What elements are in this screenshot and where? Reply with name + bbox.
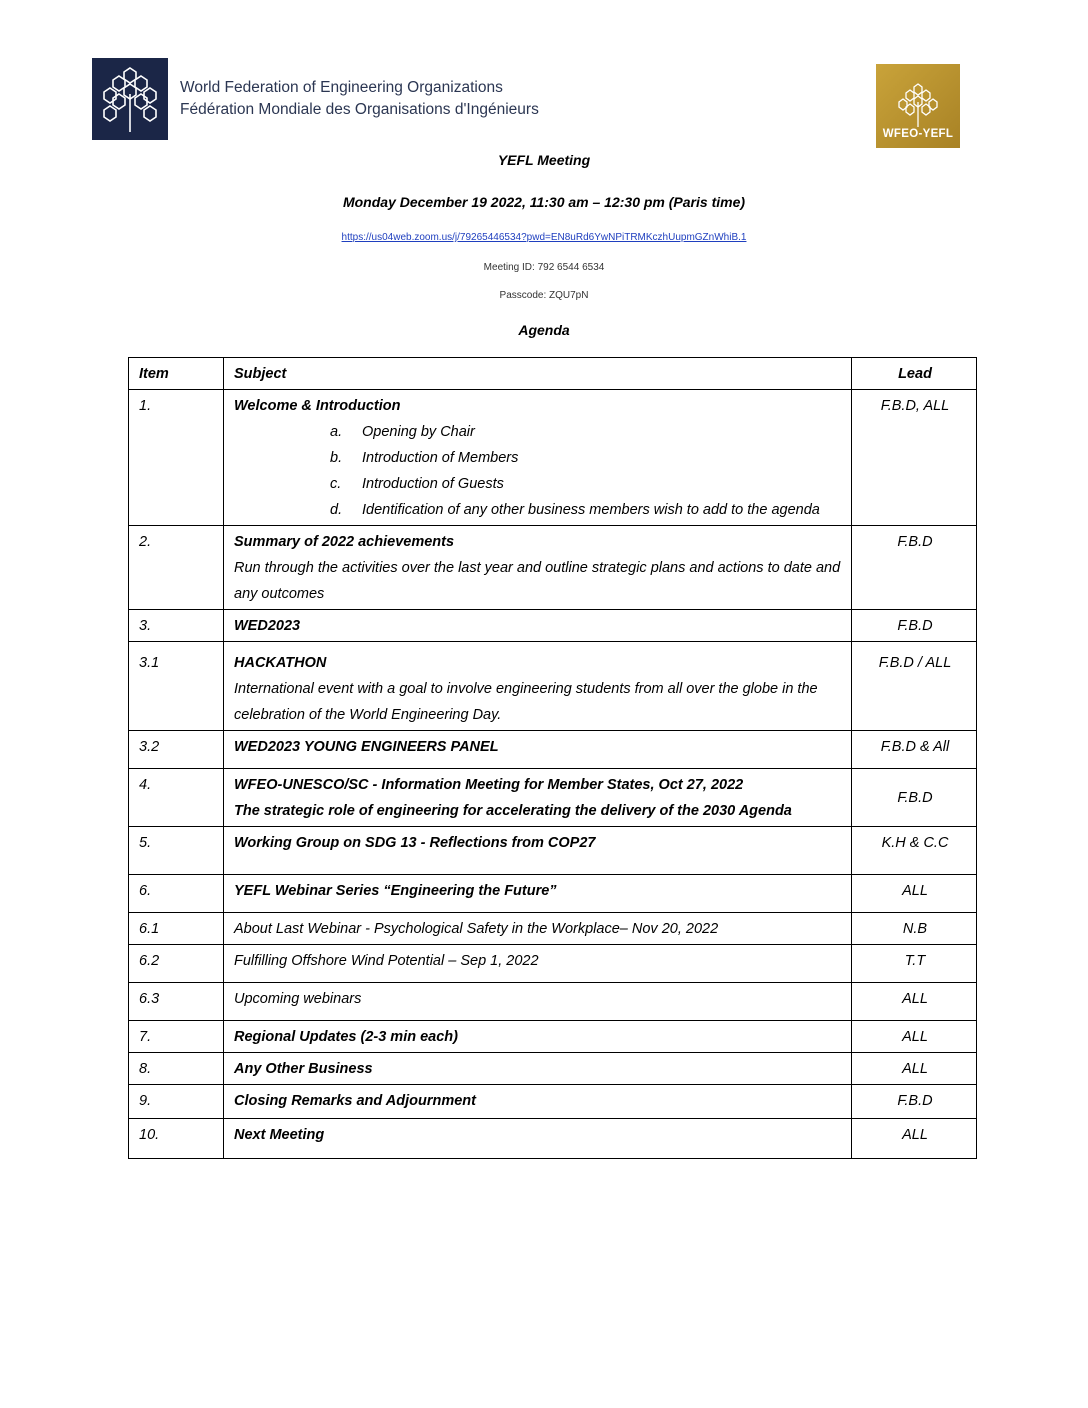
row-lead: F.B.D (852, 769, 977, 827)
row-lead: ALL (852, 983, 977, 1021)
row-subject: Next Meeting (224, 1119, 852, 1159)
row-item: 6.2 (129, 945, 224, 983)
row-item: 10. (129, 1119, 224, 1159)
row-description: The strategic role of engineering for accelerating the delivery of the 2030 Agenda (234, 803, 792, 819)
row-item: 2. (129, 526, 224, 610)
yefl-tree-icon (896, 82, 940, 128)
row-lead: ALL (852, 875, 977, 913)
row-subject: Working Group on SDG 13 - Reflections from COP27 (224, 827, 852, 875)
table-header-row (129, 358, 977, 390)
header-item: Item (129, 358, 224, 390)
row-item: 6. (129, 875, 224, 913)
table-row (129, 642, 977, 731)
row-lead: ALL (852, 1119, 977, 1159)
row-item: 9. (129, 1085, 224, 1119)
agenda-heading: Agenda (518, 322, 570, 338)
row-item: 4. (129, 769, 224, 827)
meeting-title: YEFL Meeting (497, 152, 591, 168)
table-row (129, 526, 977, 610)
row-subject: About Last Webinar - Psychological Safety in the Workplace– Nov 20, 2022 (224, 913, 852, 945)
passcode: Passcode: ZQU7pN (499, 290, 589, 301)
row-subject: WED2023 YOUNG ENGINEERS PANEL (224, 731, 852, 769)
row-lead: F.B.D (852, 526, 977, 610)
row-item: 1. (129, 390, 224, 526)
list-item: b. Introduction of Members (330, 450, 519, 466)
sub-item-list (330, 419, 843, 523)
row-subject: YEFL Webinar Series “Engineering the Future” (224, 875, 852, 913)
table-row (129, 610, 977, 642)
org-name-fr: Fédération Mondiale des Organisations d'Ingénieurs (180, 101, 539, 118)
row-lead: F.B.D (852, 1085, 977, 1119)
table-row (129, 731, 977, 769)
table-row (129, 390, 977, 526)
org-name-en: World Federation of Engineering Organizations (180, 79, 503, 96)
row-subject: Fulfilling Offshore Wind Potential – Sep 1, 2022 (224, 945, 852, 983)
row-lead: F.B.D (852, 610, 977, 642)
row-item: 7. (129, 1021, 224, 1053)
table-row (129, 769, 977, 827)
row-subject: Regional Updates (2-3 min each) (224, 1021, 852, 1053)
row-lead: F.B.D & All (852, 731, 977, 769)
zoom-link[interactable]: https://us04web.zoom.us/j/79265446534?pwd=EN8uRd6YwNPiTRMKczhUupmGZnWhiB.1 (341, 232, 747, 243)
row-lead: T.T (852, 945, 977, 983)
tree-logo-icon (92, 58, 168, 140)
row-subject: HACKATHON (234, 655, 327, 671)
row-subject: Summary of 2022 achievements (234, 534, 455, 550)
table-row (129, 1085, 977, 1119)
row-item: 3. (129, 610, 224, 642)
meeting-datetime: Monday December 19 2022, 11:30 am – 12:30 pm (Paris time) (342, 194, 746, 210)
row-subject: Upcoming webinars (224, 983, 852, 1021)
row-subject: Closing Remarks and Adjournment (224, 1085, 852, 1119)
header-lead: Lead (852, 358, 977, 390)
yefl-logo-text: WFEO-YEFL (882, 128, 954, 140)
row-subject: WFEO-UNESCO/SC - Information Meeting for Member States, Oct 27, 2022 (234, 777, 744, 793)
table-row (129, 1053, 977, 1085)
list-item: c. Introduction of Guests (330, 476, 504, 492)
row-lead: N.B (852, 913, 977, 945)
list-item: d. Identification of any other business members wish to add to the agenda (330, 502, 820, 518)
row-lead: F.B.D / ALL (852, 642, 977, 731)
table-row (129, 1119, 977, 1159)
table-row (129, 983, 977, 1021)
wfeo-logo (92, 58, 539, 140)
wfeo-yefl-logo (876, 64, 960, 148)
row-subject: Welcome & Introduction (234, 398, 401, 414)
row-lead: F.B.D, ALL (852, 390, 977, 526)
row-item: 3.1 (129, 642, 224, 731)
list-item: a. Opening by Chair (330, 424, 475, 440)
agenda-table (128, 357, 977, 1159)
table-row (129, 875, 977, 913)
row-subject: Any Other Business (224, 1053, 852, 1085)
row-lead: K.H & C.C (852, 827, 977, 875)
meeting-id: Meeting ID: 792 6544 6534 (483, 262, 605, 273)
table-row (129, 945, 977, 983)
row-subject: WED2023 (224, 610, 852, 642)
header-subject: Subject (224, 358, 852, 390)
row-item: 6.1 (129, 913, 224, 945)
row-lead: ALL (852, 1021, 977, 1053)
row-description: International event with a goal to involve engineering students from all over the globe in the celebration of the World Engineering Day. (234, 681, 818, 723)
row-description: Run through the activities over the last year and outline strategic plans and actions to date and any outcomes (234, 560, 841, 602)
row-item: 5. (129, 827, 224, 875)
row-item: 8. (129, 1053, 224, 1085)
table-row (129, 913, 977, 945)
row-item: 3.2 (129, 731, 224, 769)
table-row (129, 1021, 977, 1053)
table-row (129, 827, 977, 875)
row-lead: ALL (852, 1053, 977, 1085)
row-item: 6.3 (129, 983, 224, 1021)
